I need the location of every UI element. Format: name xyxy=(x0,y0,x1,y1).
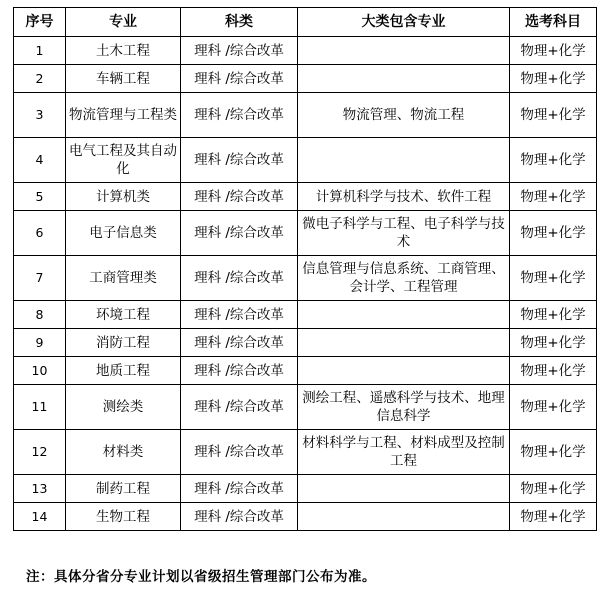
cell-category: 理科 /综合改革 xyxy=(181,138,298,183)
table-row xyxy=(14,65,597,93)
table-row xyxy=(14,93,597,138)
admission-table-container xyxy=(13,7,596,531)
cell-major: 工商管理类 xyxy=(66,256,181,301)
cell-subjects: 物理+化学 xyxy=(510,430,597,475)
cell-included xyxy=(298,65,510,93)
header-included: 大类包含专业 xyxy=(298,8,510,37)
cell-seq: 7 xyxy=(14,256,66,301)
cell-included: 材料科学与工程、材料成型及控制工程 xyxy=(298,430,510,475)
cell-included xyxy=(298,503,510,531)
cell-major: 计算机类 xyxy=(66,183,181,211)
cell-seq: 2 xyxy=(14,65,66,93)
table-row xyxy=(14,475,597,503)
cell-category: 理科 /综合改革 xyxy=(181,93,298,138)
table-row xyxy=(14,211,597,256)
cell-included: 测绘工程、遥感科学与技术、地理信息科学 xyxy=(298,385,510,430)
cell-category: 理科 /综合改革 xyxy=(181,430,298,475)
cell-major: 物流管理与工程类 xyxy=(66,93,181,138)
cell-major: 测绘类 xyxy=(66,385,181,430)
cell-category: 理科 /综合改革 xyxy=(181,385,298,430)
cell-seq: 12 xyxy=(14,430,66,475)
cell-major: 消防工程 xyxy=(66,329,181,357)
table-row xyxy=(14,138,597,183)
cell-category: 理科 /综合改革 xyxy=(181,37,298,65)
cell-included xyxy=(298,301,510,329)
cell-seq: 6 xyxy=(14,211,66,256)
cell-seq: 11 xyxy=(14,385,66,430)
table-row xyxy=(14,385,597,430)
cell-major: 生物工程 xyxy=(66,503,181,531)
cell-category: 理科 /综合改革 xyxy=(181,301,298,329)
cell-category: 理科 /综合改革 xyxy=(181,256,298,301)
cell-seq: 4 xyxy=(14,138,66,183)
table-row xyxy=(14,430,597,475)
cell-included: 信息管理与信息系统、工商管理、会计学、工程管理 xyxy=(298,256,510,301)
cell-seq: 5 xyxy=(14,183,66,211)
cell-subjects: 物理+化学 xyxy=(510,93,597,138)
header-major: 专业 xyxy=(66,8,181,37)
cell-seq: 10 xyxy=(14,357,66,385)
cell-category: 理科 /综合改革 xyxy=(181,357,298,385)
table-row xyxy=(14,256,597,301)
header-category: 科类 xyxy=(181,8,298,37)
table-row xyxy=(14,183,597,211)
cell-category: 理科 /综合改革 xyxy=(181,211,298,256)
cell-subjects: 物理+化学 xyxy=(510,385,597,430)
cell-included xyxy=(298,357,510,385)
cell-subjects: 物理+化学 xyxy=(510,183,597,211)
header-row xyxy=(14,8,597,37)
footnote: 注：具体分省分专业计划以省级招生管理部门公布为准。 xyxy=(26,569,376,585)
cell-seq: 1 xyxy=(14,37,66,65)
cell-subjects: 物理+化学 xyxy=(510,503,597,531)
cell-major: 电子信息类 xyxy=(66,211,181,256)
cell-included: 计算机科学与技术、软件工程 xyxy=(298,183,510,211)
cell-category: 理科 /综合改革 xyxy=(181,475,298,503)
cell-included xyxy=(298,37,510,65)
table-row xyxy=(14,301,597,329)
cell-category: 理科 /综合改革 xyxy=(181,183,298,211)
cell-subjects: 物理+化学 xyxy=(510,329,597,357)
cell-subjects: 物理+化学 xyxy=(510,37,597,65)
cell-seq: 9 xyxy=(14,329,66,357)
cell-subjects: 物理+化学 xyxy=(510,357,597,385)
header-subjects: 选考科目 xyxy=(510,8,597,37)
table-row xyxy=(14,503,597,531)
table-row xyxy=(14,329,597,357)
cell-category: 理科 /综合改革 xyxy=(181,65,298,93)
cell-included xyxy=(298,475,510,503)
cell-subjects: 物理+化学 xyxy=(510,301,597,329)
cell-major: 环境工程 xyxy=(66,301,181,329)
cell-included: 物流管理、物流工程 xyxy=(298,93,510,138)
cell-included xyxy=(298,138,510,183)
cell-subjects: 物理+化学 xyxy=(510,65,597,93)
cell-major: 车辆工程 xyxy=(66,65,181,93)
cell-subjects: 物理+化学 xyxy=(510,138,597,183)
cell-major: 地质工程 xyxy=(66,357,181,385)
cell-major: 电气工程及其自动化 xyxy=(66,138,181,183)
table-row xyxy=(14,357,597,385)
cell-subjects: 物理+化学 xyxy=(510,475,597,503)
cell-category: 理科 /综合改革 xyxy=(181,503,298,531)
cell-major: 材料类 xyxy=(66,430,181,475)
cell-subjects: 物理+化学 xyxy=(510,211,597,256)
cell-subjects: 物理+化学 xyxy=(510,256,597,301)
cell-seq: 3 xyxy=(14,93,66,138)
table-row xyxy=(14,37,597,65)
cell-included: 微电子科学与工程、电子科学与技术 xyxy=(298,211,510,256)
cell-seq: 13 xyxy=(14,475,66,503)
cell-included xyxy=(298,329,510,357)
cell-major: 土木工程 xyxy=(66,37,181,65)
header-seq: 序号 xyxy=(14,8,66,37)
cell-category: 理科 /综合改革 xyxy=(181,329,298,357)
cell-seq: 8 xyxy=(14,301,66,329)
cell-major: 制药工程 xyxy=(66,475,181,503)
cell-seq: 14 xyxy=(14,503,66,531)
admission-table xyxy=(13,7,597,531)
